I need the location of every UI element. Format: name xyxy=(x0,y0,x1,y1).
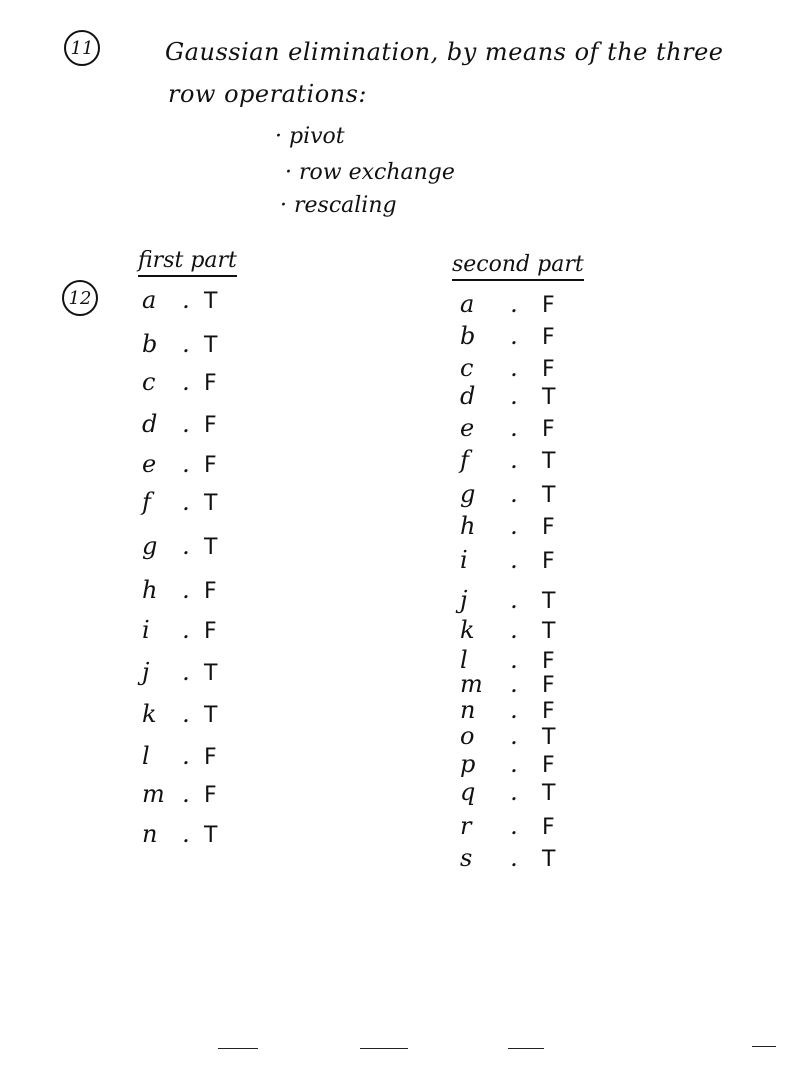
answer-letter: g xyxy=(142,532,158,560)
answer-letter: i xyxy=(142,616,150,644)
answer-row xyxy=(142,780,217,808)
answer-letter: a xyxy=(142,286,157,314)
answer-separator: . xyxy=(510,616,518,644)
answer-row xyxy=(460,546,555,574)
answer-value: F xyxy=(542,699,555,724)
answer-value: T xyxy=(542,385,556,410)
answer-letter: i xyxy=(460,546,468,574)
answer-letter: c xyxy=(142,368,156,396)
answer-row xyxy=(460,844,555,872)
answer-letter: b xyxy=(460,322,476,350)
answer-letter: c xyxy=(460,354,474,382)
answer-row xyxy=(460,354,555,382)
bullet-pivot-text: pivot xyxy=(289,124,345,149)
bullet-row-exchange: · row exchange xyxy=(285,160,455,185)
answer-value: F xyxy=(542,417,555,442)
answer-row xyxy=(142,576,217,604)
answer-separator: . xyxy=(182,616,190,644)
answer-separator: . xyxy=(510,670,518,698)
answer-value: F xyxy=(204,579,217,604)
answer-value: F xyxy=(204,745,217,770)
answer-letter: h xyxy=(460,512,476,540)
answer-separator: . xyxy=(510,480,518,508)
answer-value: F xyxy=(542,549,555,574)
answer-row xyxy=(142,488,217,516)
answer-separator: . xyxy=(182,658,190,686)
answer-letter: j xyxy=(142,658,150,686)
answer-row xyxy=(142,532,217,560)
answer-value: F xyxy=(204,371,217,396)
answer-letter: p xyxy=(460,750,476,778)
answer-separator: . xyxy=(510,414,518,442)
answer-value: F xyxy=(542,357,555,382)
answer-value: T xyxy=(542,847,556,872)
answer-row xyxy=(460,722,555,750)
answer-value: T xyxy=(204,289,218,314)
answer-separator: . xyxy=(510,750,518,778)
answer-value: T xyxy=(542,725,556,750)
bullet-pivot: · pivot xyxy=(275,124,345,149)
answer-letter: a xyxy=(460,290,475,318)
answer-value: F xyxy=(542,673,555,698)
answer-row xyxy=(460,446,555,474)
answer-separator: . xyxy=(182,780,190,808)
answer-separator: . xyxy=(182,410,190,438)
answer-row xyxy=(142,286,217,314)
answer-value: T xyxy=(204,703,218,728)
answer-row xyxy=(460,778,555,806)
q11-answer-line-2: row operations: xyxy=(168,80,368,108)
answer-row xyxy=(460,322,555,350)
answer-separator: . xyxy=(510,354,518,382)
answer-row xyxy=(460,290,555,318)
answer-row xyxy=(460,616,555,644)
first-part-header: first part xyxy=(138,248,237,277)
answer-separator: . xyxy=(182,330,190,358)
answer-separator: . xyxy=(510,322,518,350)
answer-letter: e xyxy=(460,414,475,442)
answer-letter: m xyxy=(460,670,483,698)
question-11-number-text: 11 xyxy=(70,37,94,59)
answer-value: T xyxy=(542,449,556,474)
answer-letter: h xyxy=(142,576,158,604)
answer-letter: b xyxy=(142,330,158,358)
answer-value: T xyxy=(204,535,218,560)
scan-mark xyxy=(360,1048,408,1049)
answer-separator: . xyxy=(182,368,190,396)
answer-row xyxy=(460,414,555,442)
answer-separator: . xyxy=(510,586,518,614)
bullet-rescaling-text: rescaling xyxy=(294,193,397,218)
question-11-number xyxy=(64,30,100,66)
answer-value: F xyxy=(204,453,217,478)
answer-letter: f xyxy=(142,488,151,516)
answer-row xyxy=(460,696,555,724)
answer-value: T xyxy=(542,619,556,644)
answer-value: F xyxy=(542,815,555,840)
answer-letter: d xyxy=(142,410,158,438)
answer-letter: k xyxy=(142,700,157,728)
answer-separator: . xyxy=(510,844,518,872)
answer-separator: . xyxy=(182,576,190,604)
answer-separator: . xyxy=(182,820,190,848)
answer-separator: . xyxy=(182,532,190,560)
answer-value: T xyxy=(204,823,218,848)
answer-separator: . xyxy=(510,722,518,750)
bullet-rescaling: · rescaling xyxy=(280,193,397,218)
answer-letter: l xyxy=(460,646,468,674)
answer-value: F xyxy=(204,619,217,644)
answer-row xyxy=(460,812,555,840)
answer-letter: d xyxy=(460,382,476,410)
answer-separator: . xyxy=(182,488,190,516)
answer-letter: f xyxy=(460,446,469,474)
question-12-number xyxy=(62,280,98,316)
answer-letter: k xyxy=(460,616,475,644)
answer-letter: n xyxy=(460,696,476,724)
answer-separator: . xyxy=(510,778,518,806)
answer-separator: . xyxy=(510,512,518,540)
answer-row xyxy=(460,480,555,508)
answer-row xyxy=(142,742,217,770)
answer-row xyxy=(460,670,555,698)
answer-letter: s xyxy=(460,844,473,872)
answer-value: F xyxy=(542,649,555,674)
answer-separator: . xyxy=(510,290,518,318)
answer-row xyxy=(460,750,555,778)
answer-value: F xyxy=(542,753,555,778)
answer-separator: . xyxy=(510,696,518,724)
scan-mark xyxy=(508,1048,544,1049)
answer-row xyxy=(142,368,217,396)
answer-letter: o xyxy=(460,722,475,750)
answer-value: F xyxy=(542,293,555,318)
answer-letter: l xyxy=(142,742,150,770)
answer-value: T xyxy=(542,483,556,508)
answer-row xyxy=(142,616,217,644)
answer-row xyxy=(142,658,217,686)
answer-separator: . xyxy=(510,812,518,840)
question-12-number-text: 12 xyxy=(68,287,92,309)
answer-value: F xyxy=(204,413,217,438)
answer-letter: j xyxy=(460,586,468,614)
answer-letter: n xyxy=(142,820,158,848)
answer-letter: m xyxy=(142,780,165,808)
answer-letter: q xyxy=(460,778,476,806)
bullet-row-exchange-text: row exchange xyxy=(299,160,455,185)
second-part-header: second part xyxy=(452,252,584,281)
scan-mark xyxy=(218,1048,258,1049)
answer-value: T xyxy=(204,491,218,516)
answer-letter: r xyxy=(460,812,472,840)
answer-row xyxy=(142,450,217,478)
answer-value: F xyxy=(542,325,555,350)
answer-separator: . xyxy=(510,446,518,474)
answer-value: F xyxy=(542,515,555,540)
answer-row xyxy=(142,330,217,358)
answer-separator: . xyxy=(182,742,190,770)
answer-row xyxy=(460,382,555,410)
answer-value: F xyxy=(204,783,217,808)
scan-mark xyxy=(752,1046,776,1047)
q11-answer-line-1: Gaussian elimination, by means of the three xyxy=(165,38,724,66)
answer-separator: . xyxy=(510,546,518,574)
answer-separator: . xyxy=(182,700,190,728)
answer-row xyxy=(142,410,217,438)
answer-value: T xyxy=(204,333,218,358)
answer-separator: . xyxy=(510,382,518,410)
answer-value: T xyxy=(542,589,556,614)
answer-value: T xyxy=(204,661,218,686)
answer-letter: g xyxy=(460,480,476,508)
answer-separator: . xyxy=(510,646,518,674)
answer-letter: e xyxy=(142,450,157,478)
answer-separator: . xyxy=(182,286,190,314)
answer-row xyxy=(460,586,555,614)
answer-row xyxy=(142,700,217,728)
answer-value: T xyxy=(542,781,556,806)
answer-row xyxy=(142,820,217,848)
answer-row xyxy=(460,512,555,540)
answer-separator: . xyxy=(182,450,190,478)
